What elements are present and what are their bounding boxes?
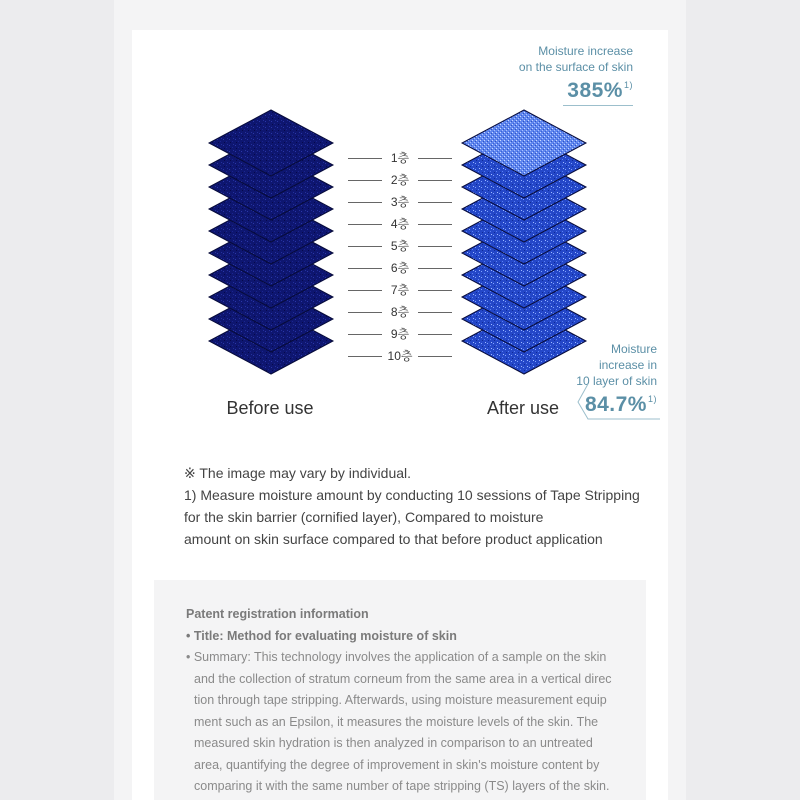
callout-line: on the surface of skin	[518, 60, 633, 74]
summary-line: measured skin hydration is then analyzed in comparison to an untreated	[194, 736, 593, 750]
patent-summary	[186, 647, 626, 798]
callout-line: Moisture increase	[538, 44, 633, 58]
summary-line: ment such as an Epsilon, it measures the moisture levels of the skin. The	[194, 714, 599, 729]
callout-line: Moisture	[610, 342, 657, 356]
callout-line: 10 layer of skin	[576, 374, 657, 388]
patent-info-content	[186, 604, 626, 798]
layer-label: 9층	[340, 327, 460, 341]
summary-line: comparing it with the same number of tape stripping (TS) layers of the skin.	[194, 779, 610, 793]
after-use-label: After use	[486, 398, 560, 418]
value-text: 385%	[567, 79, 623, 102]
patent-info-box	[154, 580, 646, 800]
footnote-line: for the skin barrier (cornified layer), Compared to moisture	[184, 509, 544, 525]
summary-line: and the collection of stratum corneum from the same area in a vertical direc	[194, 671, 612, 686]
before-use-label: Before use	[226, 398, 314, 418]
layer-label: 4층	[340, 217, 460, 231]
footnote-marker: 1)	[647, 394, 657, 404]
layer-label: 5층	[340, 239, 460, 253]
patent-title: • Title: Method for evaluating moisture of skin	[186, 628, 457, 643]
layer-label: 3층	[340, 195, 460, 209]
callout-rule	[563, 105, 633, 106]
layer-label: 1층	[340, 151, 460, 165]
summary-line: • Summary: This technology involves the application of a sample on the skin	[186, 650, 607, 664]
summary-line: area, quantifying the degree of improvement in skin's moisture content by	[194, 757, 600, 772]
layer-label: 7층	[340, 283, 460, 297]
callout-line: increase in	[598, 358, 657, 372]
after-use-stack	[462, 110, 586, 374]
value-text: 84.7%	[584, 393, 647, 416]
layer-label: 6층	[340, 261, 460, 275]
footnotes	[184, 462, 644, 550]
footnote-line: amount on skin surface compared to that before product application	[184, 531, 603, 547]
summary-line: tion through tape stripping. Afterwards, using moisture measurement equip	[194, 693, 607, 707]
layer-label: 8층	[340, 305, 460, 319]
before-use-stack	[209, 110, 333, 374]
surface-moisture-value	[500, 79, 633, 103]
footnote-marker: 1)	[623, 80, 633, 90]
patent-heading: Patent registration information	[186, 607, 369, 621]
disclaimer-text: ※ The image may vary by individual.	[184, 465, 412, 481]
surface-moisture-callout	[500, 43, 633, 106]
footnote-line: 1) Measure moisture amount by conducting 10 sessions of Tape Stripping	[184, 487, 640, 503]
layer-label: 2층	[340, 173, 460, 187]
layer-label: 10층	[340, 349, 460, 363]
